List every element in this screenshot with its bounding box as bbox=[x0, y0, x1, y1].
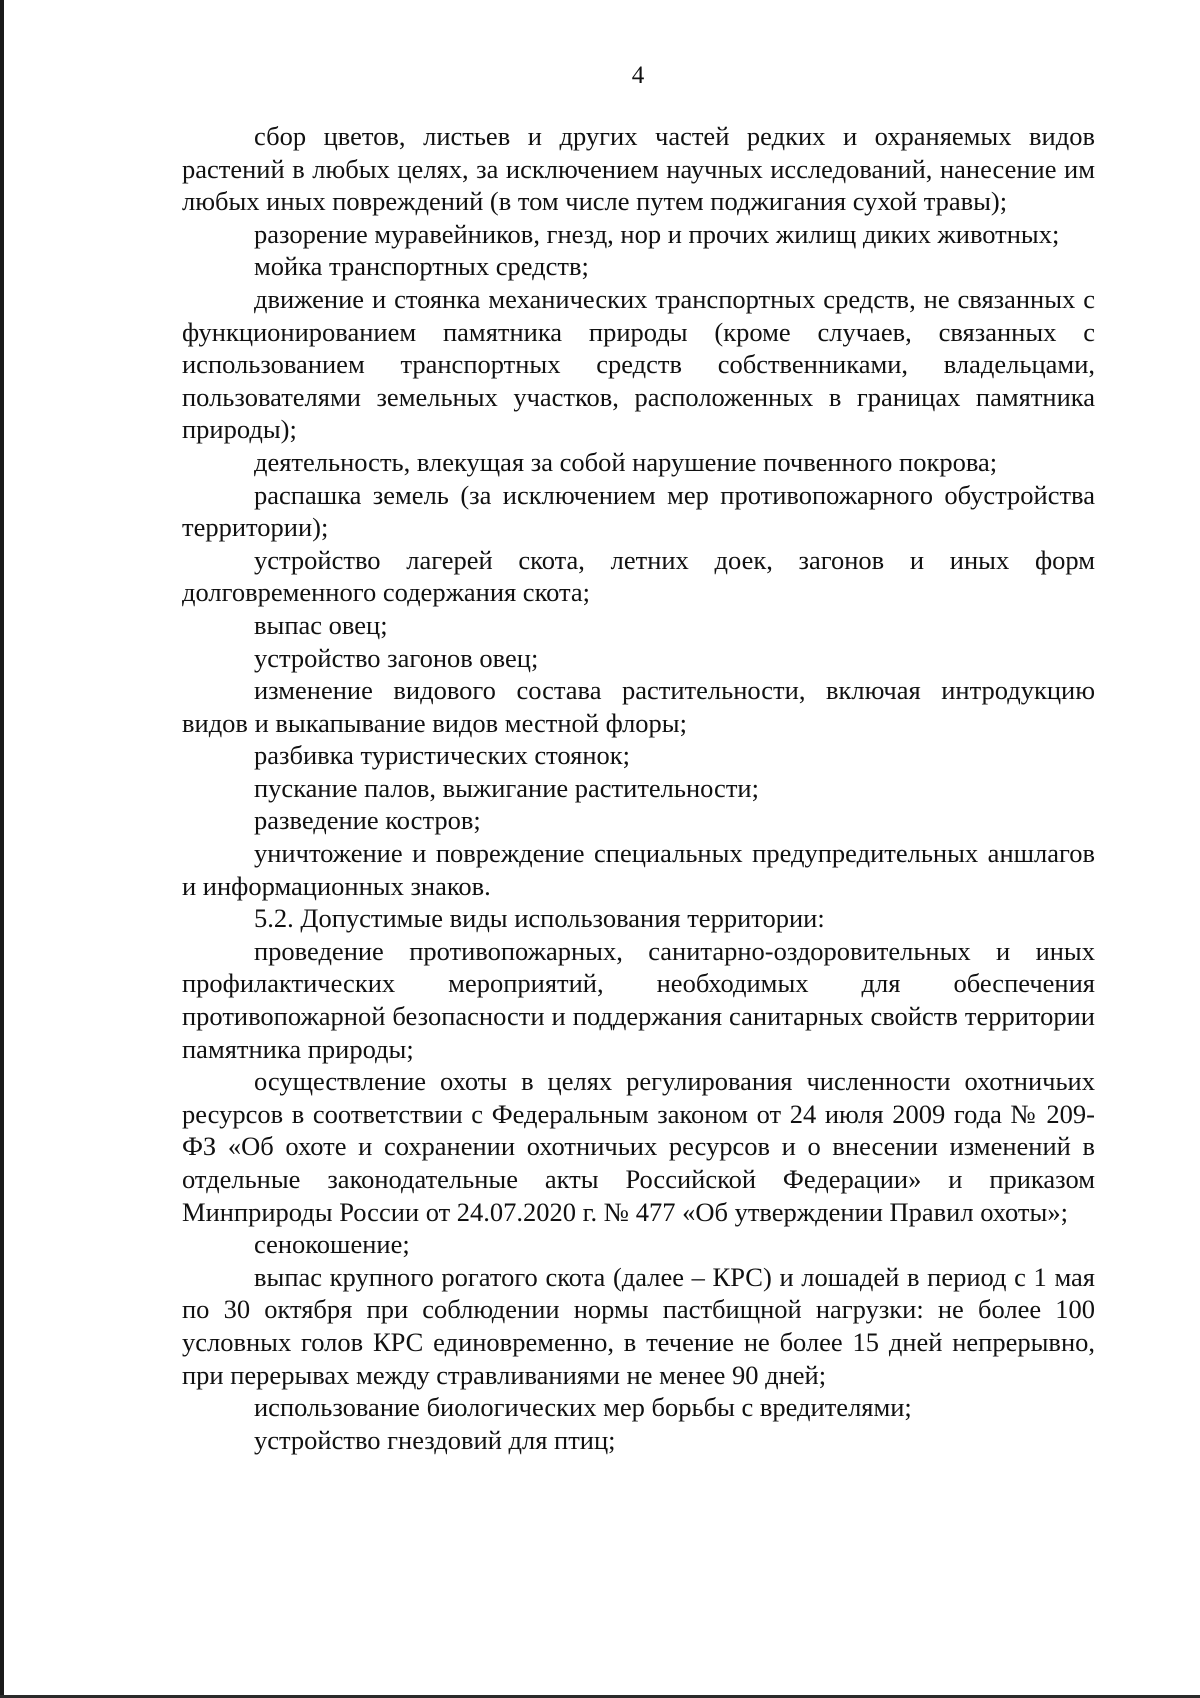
paragraph: проведение противопожарных, санитарно-оздоровительных и иных профилактических мероприятий, необходимых для обеспечения противопожарной безопасности и поддержания санитарных свойств территории памятника природы; bbox=[182, 935, 1095, 1064]
paragraph: сенокошение; bbox=[254, 1229, 410, 1260]
scan-left-edge bbox=[0, 0, 4, 1698]
paragraph: пускание палов, выжигание растительности; bbox=[254, 772, 759, 803]
paragraph: выпас крупного рогатого скота (далее – КРС) и лошадей в период с 1 мая по 30 октября при соблюдении нормы пастбищной нагрузки: не более 100 условных голов КРС единовременно, в течение не более 15 дней непрерывно, при перерывах между стравливаниями не менее 90 дней; bbox=[182, 1261, 1095, 1390]
page-number: 4 bbox=[631, 62, 645, 89]
paragraph: использование биологических мер борьбы с вредителями; bbox=[254, 1392, 912, 1423]
paragraph: выпас овец; bbox=[254, 609, 388, 640]
paragraph: разведение костров; bbox=[254, 805, 481, 836]
paragraph: осуществление охоты в целях регулирования численности охотничьих ресурсов в соответствии с Федеральным законом от 24 июля 2009 года № 209-ФЗ «Об охоте и сохранении охотничьих ресурсов и о внесении изменений в отдельные законодательные акты Российской Федерации» и приказом Минприроды России от 24.07.2020 г. № 477 «Об утверждении Правил охоты»; bbox=[182, 1066, 1095, 1227]
paragraph: разбивка туристических стоянок; bbox=[254, 740, 630, 771]
paragraph: распашка земель (за исключением мер противопожарного обустройства территории); bbox=[182, 479, 1095, 543]
paragraph: устройство загонов овец; bbox=[254, 642, 539, 673]
paragraph: деятельность, влекущая за собой нарушение почвенного покрова; bbox=[254, 446, 998, 477]
paragraph: мойка транспортных средств; bbox=[254, 251, 589, 282]
paragraph: сбор цветов, листьев и других частей редких и охраняемых видов растений в любых целях, за исключением научных исследований, нанесение им любых иных повреждений (в том числе путем поджигания сухой травы); bbox=[182, 121, 1095, 217]
section-heading: 5.2. Допустимые виды использования территории: bbox=[254, 903, 825, 934]
paragraph: устройство гнездовий для птиц; bbox=[254, 1424, 616, 1455]
paragraph: изменение видового состава растительности, включая интродукцию видов и выкапывание видов местной флоры; bbox=[182, 675, 1095, 738]
paragraph: устройство лагерей скота, летних доек, загонов и иных форм долговременного содержания скота; bbox=[182, 544, 1095, 608]
document-body bbox=[182, 120, 1095, 1456]
paragraph: движение и стоянка механических транспортных средств, не связанных с функционированием памятника природы (кроме случаев, связанных с использованием транспортных средств собственниками, владельцами, пользователями земельных участков, расположенных в границах памятника природы); bbox=[182, 283, 1095, 445]
paragraph: разорение муравейников, гнезд, нор и прочих жилищ диких животных; bbox=[254, 218, 1060, 249]
paragraph: уничтожение и повреждение специальных предупредительных аншлагов и информационных знаков. bbox=[182, 838, 1095, 901]
